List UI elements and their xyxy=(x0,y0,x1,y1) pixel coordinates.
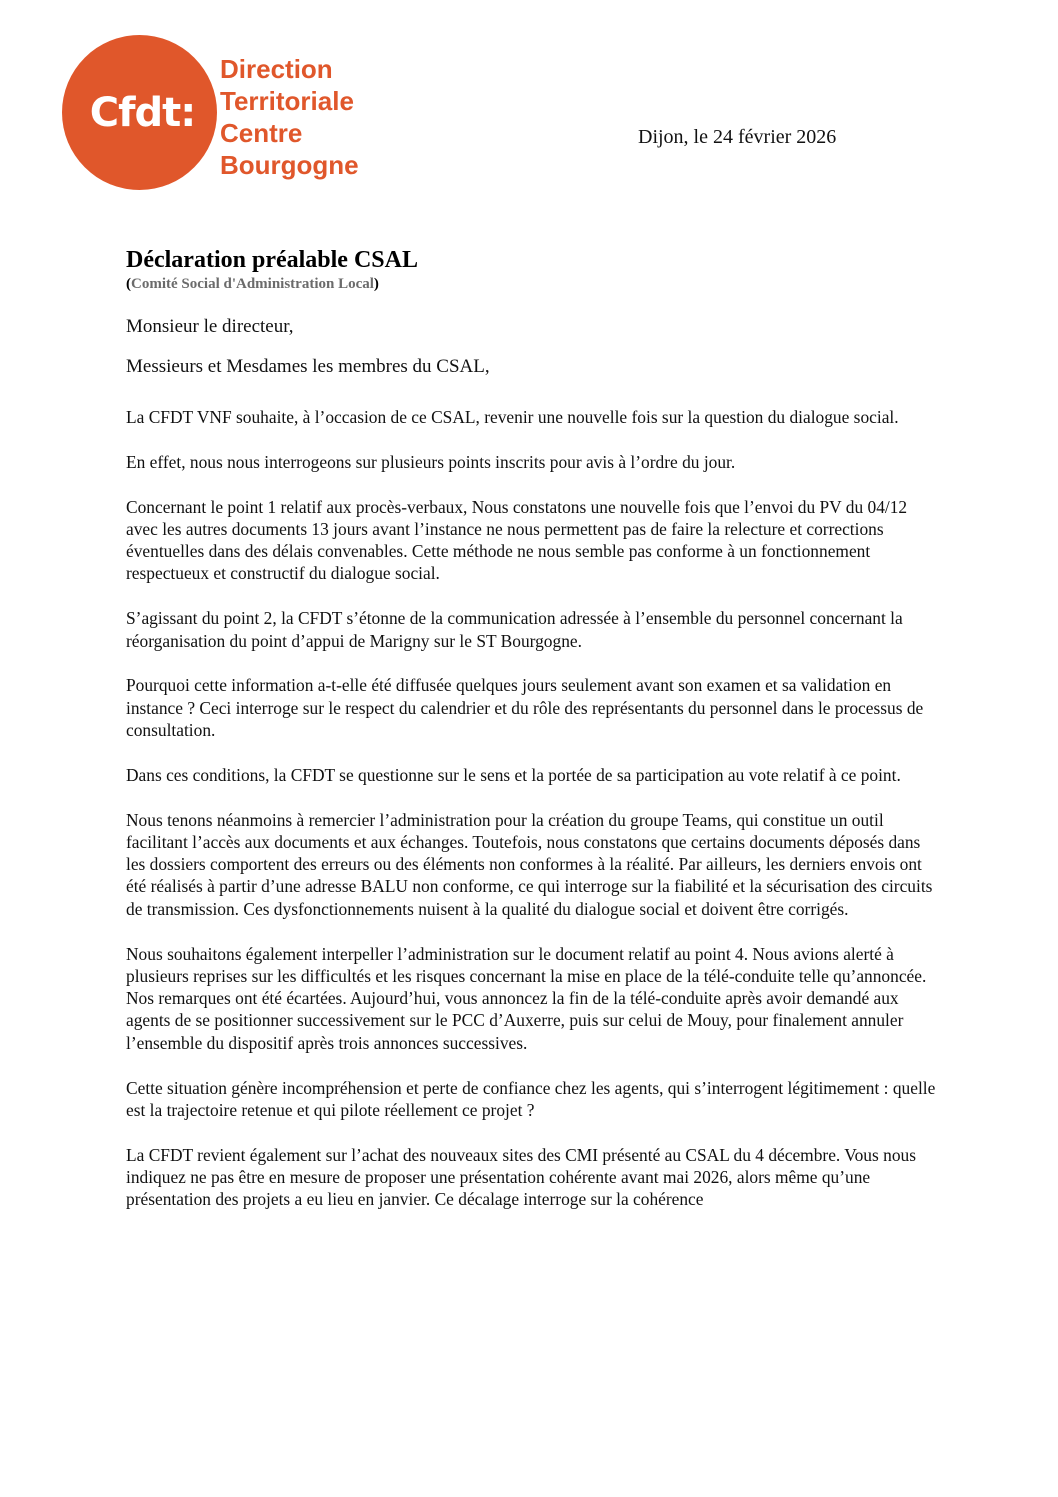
salutation-director: Monsieur le directeur, xyxy=(126,316,294,337)
document-subtitle xyxy=(126,276,379,293)
logo-line: Direction xyxy=(220,54,333,84)
paragraph: Nous tenons néanmoins à remercier l’administration pour la création du groupe Teams, qui constitue un outil facilitant l’accès aux documents et aux échanges. Toutefois, nous constatons que certains documents déposés dans les dossiers comportent des erreurs ou des éléments non conformes à la réalité. Par ailleurs, les derniers envois ont été réalisés à partir d’une adresse BALU non conforme, ce qui interroge sur la fiabilité et la sécurisation des circuits de transmission. Ces dysfonctionnements nuisent à la qualité du dialogue social et doivent être corrigés. xyxy=(126,809,933,919)
cfdt-logo xyxy=(62,35,372,195)
subtitle-text: Comité Social d'Administration Local xyxy=(131,276,374,292)
paragraph: S’agissant du point 2, la CFDT s’étonne de la communication adressée à l’ensemble du personnel concernant la réorganisation du point d’appui de Marigny sur le ST Bourgogne. xyxy=(126,608,903,651)
paragraph: Pourquoi cette information a-t-elle été diffusée quelques jours seulement avant son examen et sa validation en instance ? Ceci interroge sur le respect du calendrier et du rôle des représentants du personnel dans le processus de consultation. xyxy=(126,675,924,740)
paragraph: Concernant le point 1 relatif aux procès-verbaux, Nous constatons une nouvelle fois que l’envoi du PV du 04/12 avec les autres documents 13 jours avant l’instance ne nous permettent pas de faire la relecture et corrections éventuelles dans des délais convenables. Cette méthode ne nous semble pas conforme à un fonctionnement respectueux et constructif du dialogue social. xyxy=(126,496,908,584)
salutation-members: Messieurs et Mesdames les membres du CSAL, xyxy=(126,356,490,377)
subtitle-close-paren: ) xyxy=(373,276,379,292)
paragraph: La CFDT revient également sur l’achat des nouveaux sites des CMI présenté au CSAL du 4 décembre. Vous nous indiquez ne pas être en mesure de proposer une présentation cohérente avant mai 2026, alors même qu’une présentation des projets a eu lieu en janvier. Ce décalage interroge sur la cohérence xyxy=(126,1144,916,1210)
paragraph: Dans ces conditions, la CFDT se questionne sur le sens et la portée de sa participation au vote relatif à ce point. xyxy=(126,764,901,785)
letter-date: Dijon, le 24 février 2026 xyxy=(638,126,837,148)
paragraph: Nous souhaitons également interpeller l’administration sur le document relatif au point 4. Nous avions alerté à plusieurs reprises sur les difficultés et les risques concernant la mise en place de la télé-conduite telle qu’annoncée. Nos remarques ont été écartées. Aujourd’hui, vous annoncez la fin de la télé-conduite après avoir demandé aux agents de se positionner successivement sur le PCC d’Auxerre, puis sur celui de Mouy, pour finalement annuler l’ensemble du dispositif après trois annonces successives. xyxy=(126,943,927,1053)
logo-line: Centre xyxy=(220,118,303,148)
logo-organization-name xyxy=(220,53,359,181)
paragraph: Cette situation génère incompréhension et perte de confiance chez les agents, qui s’interrogent légitimement : quelle est la trajectoire retenue et qui pilote réellement ce projet ? xyxy=(126,1077,936,1120)
paragraph: La CFDT VNF souhaite, à l’occasion de ce CSAL, revenir une nouvelle fois sur la question du dialogue social. xyxy=(126,407,899,427)
logo-line: Bourgogne xyxy=(220,150,359,180)
logo-mark: Cfdt: xyxy=(89,89,196,136)
logo-line: Territoriale xyxy=(220,86,354,116)
letter-body xyxy=(126,406,936,1233)
document-title: Déclaration préalable CSAL xyxy=(126,247,418,273)
subtitle-open-paren: ( xyxy=(126,276,131,292)
paragraph: En effet, nous nous interrogeons sur plusieurs points inscrits pour avis à l’ordre du jour. xyxy=(126,451,736,472)
logo-circle xyxy=(62,35,217,190)
